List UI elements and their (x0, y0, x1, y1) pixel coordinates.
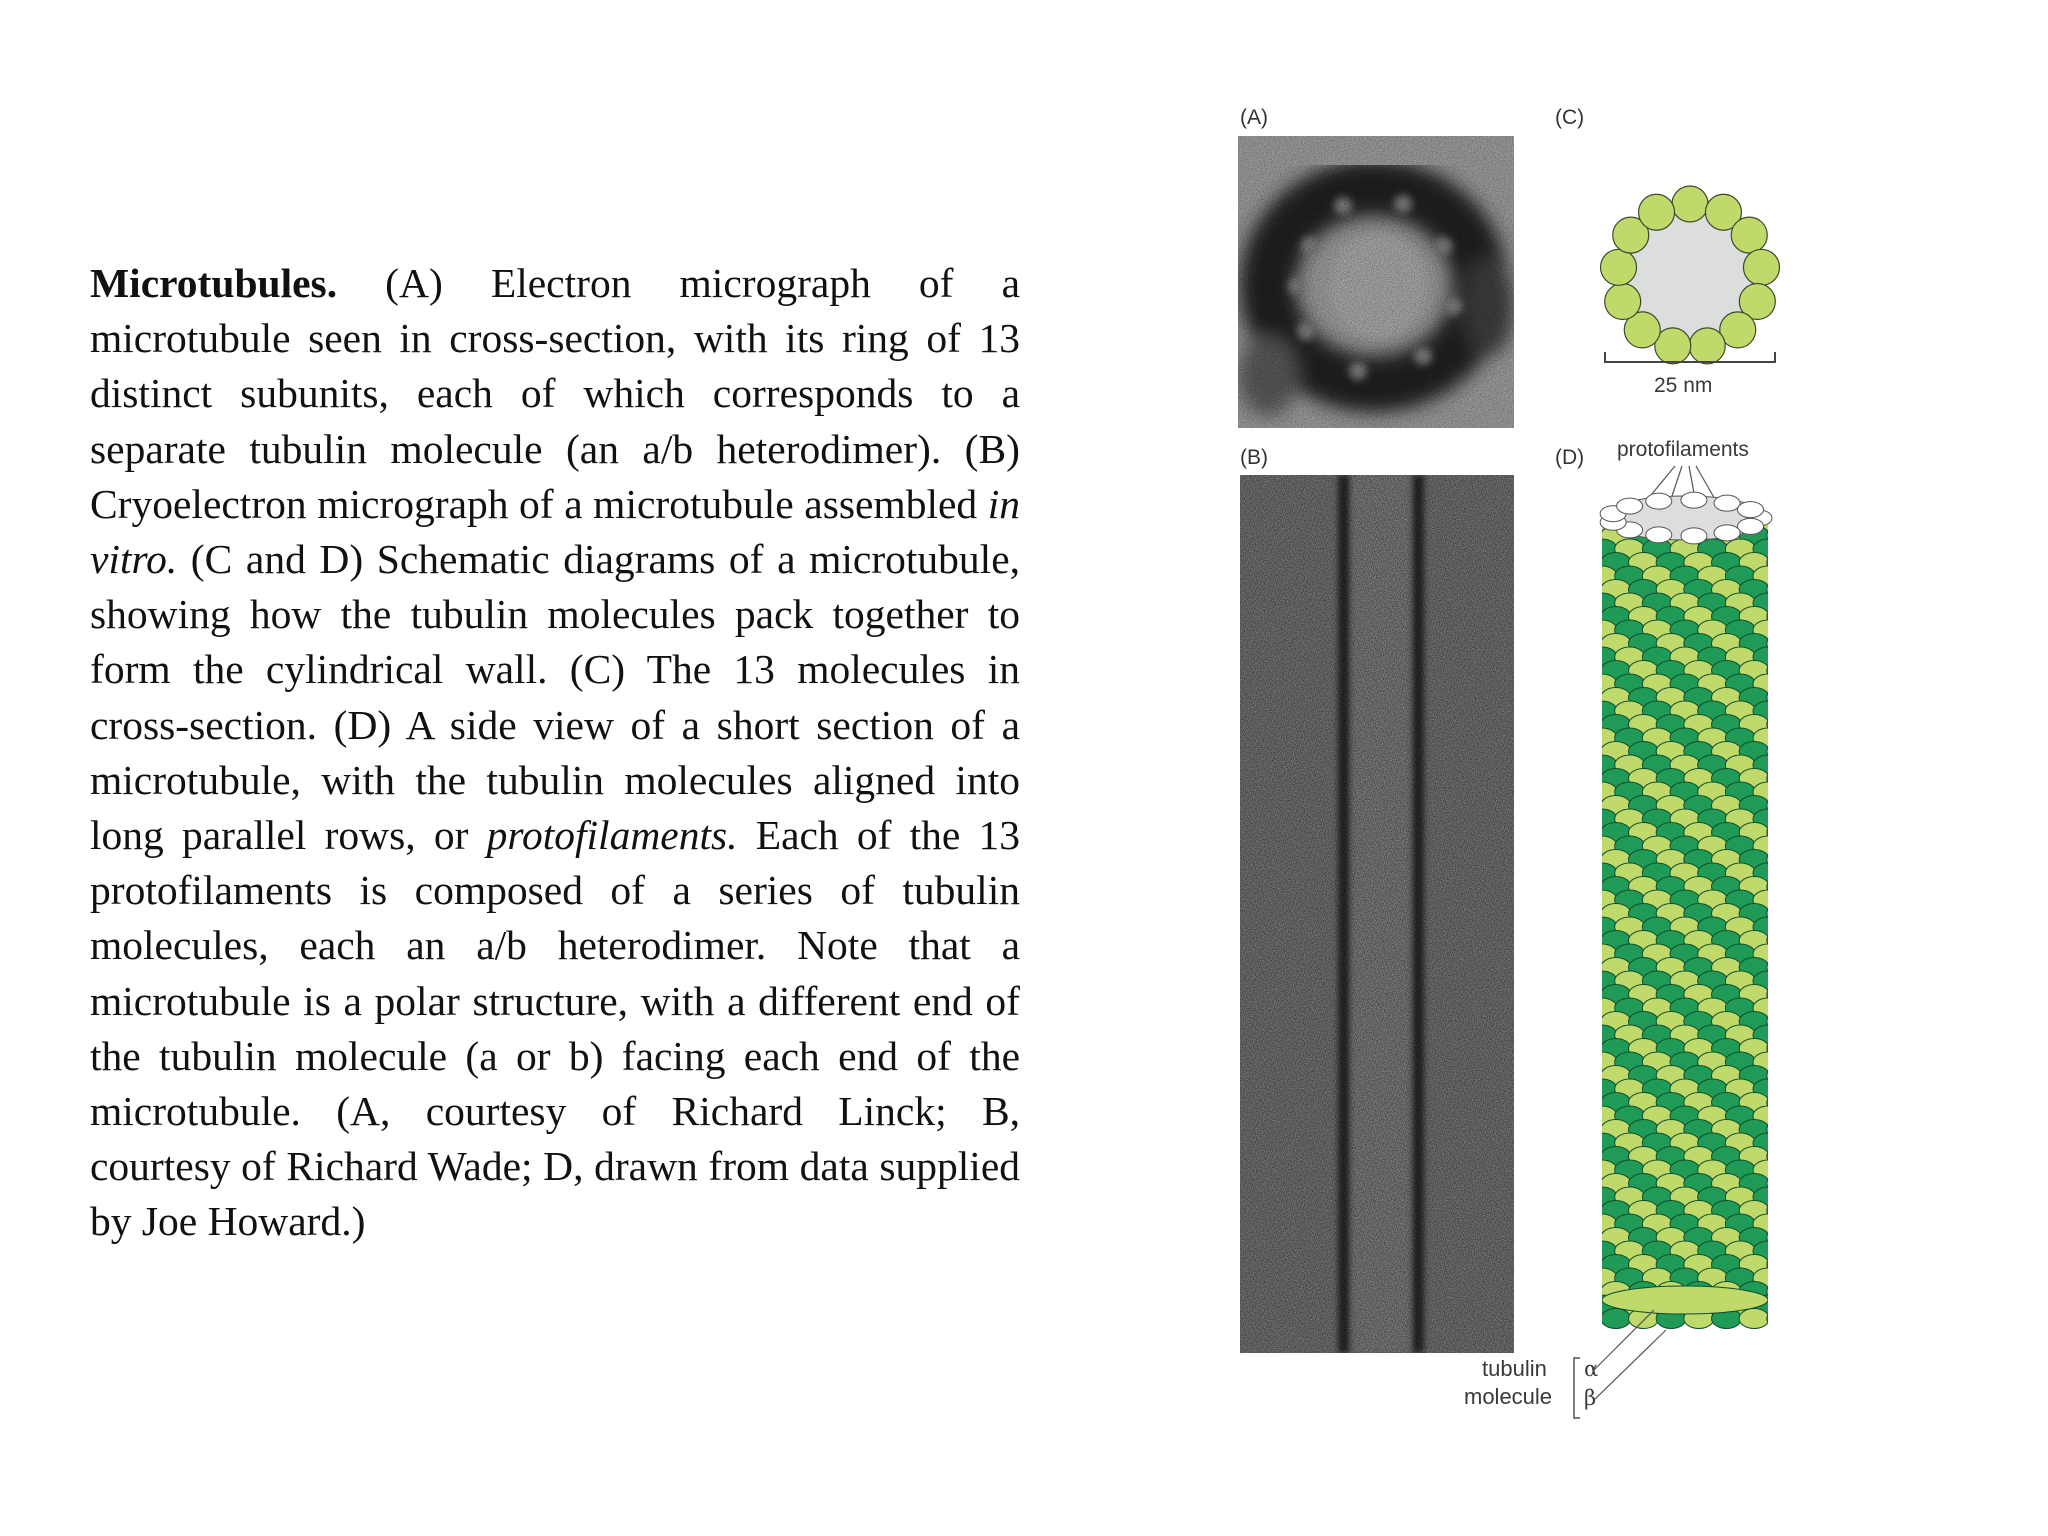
beta-subunit (1767, 1309, 1790, 1329)
alpha-subunit (1767, 1228, 1790, 1248)
ring-subunit (1672, 186, 1708, 222)
alpha-subunit (1767, 904, 1790, 924)
protofilament-end (1714, 495, 1740, 511)
protofilament-end (1738, 502, 1764, 518)
caption-text-2: (C and D) Schematic diagrams of a microtubule, showing how the tubulin molecules pack together to form the cylindrical wall. (C) The 13 molecules in cross-section. (D) A side view of a short section of a microtubule, with the tubulin molecules aligned into long parallel rows, or (90, 536, 1020, 859)
beta-subunit (1767, 1147, 1790, 1167)
panel-a-label: (A) (1240, 106, 1268, 129)
panel-c-label: (C) (1555, 106, 1585, 129)
molecule-label: molecule (1464, 1384, 1553, 1409)
beta-subunit (1767, 1255, 1790, 1275)
micrograph-cross-section (1238, 136, 1514, 428)
caption-title: Microtubules. (90, 260, 338, 306)
protofilament-end (1646, 493, 1672, 509)
alpha-label: α (1584, 1357, 1599, 1381)
alpha-subunit (1767, 742, 1790, 762)
beta-subunit (1767, 1201, 1790, 1221)
alpha-subunit (1767, 958, 1790, 978)
tubulin-label: tubulin (1482, 1356, 1547, 1381)
alpha-subunit (1767, 796, 1790, 816)
beta-subunit (1767, 661, 1790, 681)
caption-text-3: Each of the 13 protofilaments is composed of a series of tubulin molecules, each an a/b heterodimer. Note that a microtubule is a polar structure, with a different end of the tubulin molecule (a or b) facing each end of the microtubule. (A, courtesy of Richard Linck; B, courtesy of Richard Wade; D, drawn from data supplied by Joe Howard.) (90, 812, 1020, 1245)
alpha-subunit (1767, 688, 1790, 708)
figure-caption (90, 256, 1020, 1250)
alpha-subunit (1767, 1174, 1790, 1194)
protofilament-end (1738, 518, 1764, 534)
alpha-subunit (1767, 580, 1790, 600)
beta-subunit (1767, 985, 1790, 1005)
protofilament-end (1681, 492, 1707, 508)
alpha-subunit (1767, 1066, 1790, 1086)
alpha-subunit (1767, 526, 1790, 546)
caption-italic-protofilaments: protofilaments. (486, 812, 738, 859)
alpha-subunit (1739, 1309, 1769, 1329)
caption-italic-in-vitro: in vitro. (90, 480, 1020, 583)
tubulin-ring (1601, 186, 1780, 364)
panel-b-label: (B) (1240, 446, 1268, 469)
beta-subunit (1767, 931, 1790, 951)
protofilament-end (1681, 528, 1707, 544)
alpha-subunit (1767, 1282, 1790, 1302)
alpha-subunit (1767, 1120, 1790, 1140)
ring-subunit (1743, 249, 1779, 285)
alpha-subunit (1767, 850, 1790, 870)
ring-subunit (1689, 328, 1725, 364)
alpha-subunit (1767, 634, 1790, 654)
panel-d-label: (D) (1555, 446, 1585, 469)
caption-text-1: (A) Electron micrograph of a microtubule seen in cross-section, with its ring of 13 distinct subunits, each of which corresponds to a separate tubulin molecule (an a/b heterodimer). (B) Cryoelectron micrograph of a microtubule assembled (90, 260, 1020, 527)
ring-subunit (1601, 249, 1637, 285)
beta-subunit (1767, 769, 1790, 789)
microtubule-side-view (1580, 460, 1790, 1350)
beta-subunit (1767, 877, 1790, 897)
protofilament-end (1646, 527, 1672, 543)
ring-subunit (1731, 217, 1767, 253)
beta-subunit (1767, 1039, 1790, 1059)
protofilament-end (1617, 498, 1643, 514)
beta-subunit (1767, 1093, 1790, 1113)
beta-label: β (1584, 1386, 1597, 1410)
cryoelectron-micrograph (1240, 475, 1514, 1353)
alpha-subunit (1767, 1012, 1790, 1032)
ring-subunit (1605, 284, 1641, 320)
protofilament-end (1714, 525, 1740, 541)
beta-subunit (1767, 715, 1790, 735)
beta-subunit (1767, 823, 1790, 843)
ring-subunit (1639, 194, 1675, 230)
cross-section-diagram (1590, 176, 1790, 406)
beta-subunit (1767, 553, 1790, 573)
scale-bar-label: 25 nm (1654, 374, 1713, 397)
protofilaments-label: protofilaments (1617, 438, 1749, 461)
beta-subunit (1767, 607, 1790, 627)
